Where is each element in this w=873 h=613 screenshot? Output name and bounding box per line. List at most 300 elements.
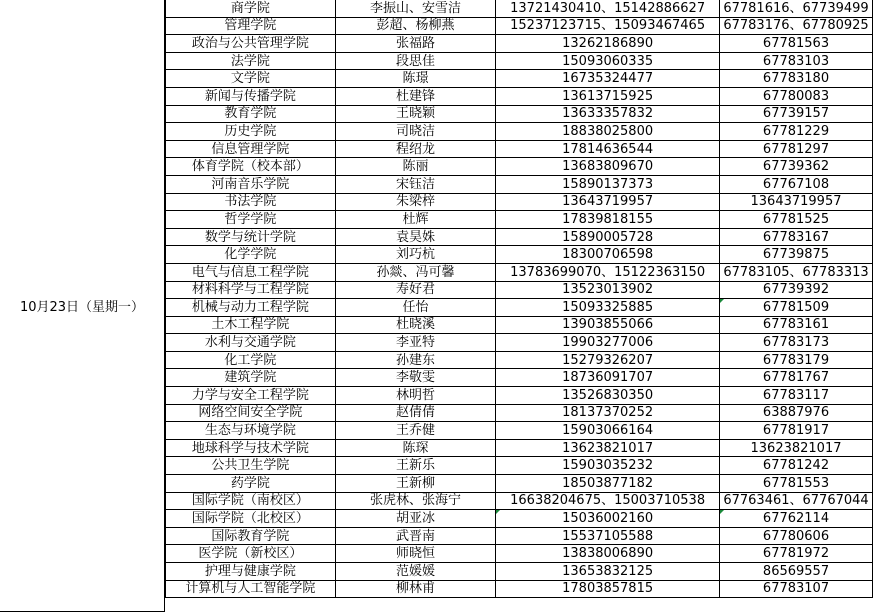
college-text: 生态与环境学院 (204, 423, 296, 439)
contact-name-text: 师晓恒 (395, 546, 435, 562)
mobile-phone-text: 13623821017 (562, 440, 654, 456)
mobile-phone-text: 15093325885 (562, 299, 654, 315)
college-cell[interactable] (166, 35, 336, 53)
table-row (166, 123, 873, 141)
contact-name-text: 任怡 (402, 299, 429, 315)
office-phone-cell[interactable] (720, 580, 873, 598)
office-phone-text: 13623821017 (750, 440, 842, 456)
office-phone-text: 67783161 (762, 317, 830, 333)
office-phone-cell[interactable] (720, 123, 873, 141)
college-cell[interactable] (166, 422, 336, 440)
college-text: 数学与统计学院 (204, 229, 296, 245)
table-row (166, 158, 873, 176)
contact-name-text: 王新乐 (395, 458, 435, 474)
table-row (166, 422, 873, 440)
college-text: 公共卫生学院 (211, 458, 290, 474)
table-row (166, 334, 873, 352)
contact-name-cell[interactable] (335, 87, 496, 105)
office-phone-text: 67783103 (762, 53, 830, 69)
office-phone-cell[interactable] (720, 52, 873, 70)
college-cell[interactable] (166, 211, 336, 229)
contact-name-cell[interactable] (335, 246, 496, 264)
mobile-phone-cell[interactable] (496, 87, 720, 105)
office-phone-text: 67767108 (762, 176, 830, 192)
office-phone-cell[interactable] (720, 563, 873, 581)
office-phone-cell[interactable] (720, 228, 873, 246)
table-row (166, 35, 873, 53)
college-cell[interactable] (166, 299, 336, 317)
contact-name-text: 刘巧杭 (395, 247, 435, 263)
college-cell[interactable] (166, 0, 336, 17)
college-cell[interactable] (166, 369, 336, 387)
mobile-phone-cell[interactable] (496, 475, 720, 493)
table-row (166, 369, 873, 387)
office-phone-cell[interactable] (720, 70, 873, 88)
mobile-phone-text: 13613715925 (562, 88, 654, 104)
contact-name-text: 范媛媛 (395, 563, 435, 579)
office-phone-cell[interactable] (720, 404, 873, 422)
college-cell[interactable] (166, 263, 336, 281)
table-row (166, 492, 873, 510)
college-cell[interactable] (166, 475, 336, 493)
office-phone-text: 67781616、67739499 (723, 0, 869, 16)
mobile-phone-text: 13523013902 (562, 282, 654, 298)
mobile-phone-text: 13643719957 (562, 194, 654, 210)
table-row (166, 527, 873, 545)
office-phone-cell[interactable] (720, 422, 873, 440)
contact-name-text: 陈璟 (402, 71, 429, 87)
college-text: 土木工程学院 (211, 317, 290, 333)
contact-name-cell[interactable] (335, 334, 496, 352)
date-cell[interactable] (0, 0, 165, 612)
contact-name-text: 张虎林、张海宁 (369, 493, 461, 509)
contact-name-text: 张福路 (395, 35, 435, 51)
mobile-phone-cell[interactable] (496, 281, 720, 299)
contact-name-text: 李敬雯 (395, 370, 435, 386)
date-label: 10月23日（星期一） (19, 300, 145, 315)
college-text: 机械与动力工程学院 (191, 299, 309, 315)
contact-name-text: 王新柳 (395, 475, 435, 491)
mobile-phone-cell[interactable] (496, 351, 720, 369)
office-phone-text: 67783176、67780925 (723, 18, 869, 34)
contact-name-cell[interactable] (335, 158, 496, 176)
office-phone-cell[interactable] (720, 457, 873, 475)
contact-name-cell[interactable] (335, 580, 496, 598)
college-cell[interactable] (166, 439, 336, 457)
office-phone-text: 67781525 (762, 211, 830, 227)
office-phone-cell[interactable] (720, 439, 873, 457)
mobile-phone-text: 15036002160 (562, 511, 654, 527)
table-row (166, 228, 873, 246)
table-row (166, 0, 873, 17)
office-phone-cell[interactable] (720, 299, 873, 317)
mobile-phone-text: 13526830350 (562, 387, 654, 403)
office-phone-text: 67739362 (762, 159, 830, 175)
college-cell[interactable] (166, 457, 336, 475)
college-text: 力学与安全工程学院 (191, 387, 309, 403)
office-phone-cell[interactable] (720, 246, 873, 264)
college-text: 国际教育学院 (211, 528, 290, 544)
mobile-phone-cell[interactable] (496, 563, 720, 581)
contact-name-text: 杜晓溪 (395, 317, 435, 333)
table-row (166, 457, 873, 475)
mobile-phone-text: 13838006890 (562, 546, 654, 562)
office-phone-cell[interactable] (720, 0, 873, 17)
contact-name-cell[interactable] (335, 105, 496, 123)
mobile-phone-text: 17803857815 (562, 581, 654, 597)
office-phone-text: 67780083 (762, 88, 830, 104)
mobile-phone-cell[interactable] (496, 580, 720, 598)
table-row (166, 281, 873, 299)
contact-name-text: 王乔健 (395, 423, 435, 439)
contact-name-text: 陈琛 (402, 440, 429, 456)
mobile-phone-cell[interactable] (496, 17, 720, 35)
table-row (166, 316, 873, 334)
college-cell[interactable] (166, 175, 336, 193)
mobile-phone-cell[interactable] (496, 158, 720, 176)
table-row (166, 475, 873, 493)
contact-name-text: 武晋南 (395, 528, 435, 544)
mobile-phone-text: 15890005728 (562, 229, 654, 245)
college-text: 新闻与传播学院 (204, 88, 296, 104)
office-phone-cell[interactable] (720, 351, 873, 369)
office-phone-text: 67739875 (762, 247, 830, 263)
contact-name-text: 朱梁梓 (395, 194, 435, 210)
mobile-phone-cell[interactable] (496, 369, 720, 387)
table-row (166, 404, 873, 422)
college-text: 计算机与人工智能学院 (185, 581, 316, 597)
office-phone-cell[interactable] (720, 263, 873, 281)
contact-name-cell[interactable] (335, 140, 496, 158)
mobile-phone-cell[interactable] (496, 422, 720, 440)
college-text: 政治与公共管理学院 (191, 35, 309, 51)
table-row (166, 140, 873, 158)
office-phone-text: 67781563 (762, 35, 830, 51)
office-phone-text: 67781229 (762, 123, 830, 139)
college-cell[interactable] (166, 105, 336, 123)
office-phone-cell[interactable] (720, 211, 873, 229)
college-text: 商学院 (230, 0, 270, 16)
contact-name-cell[interactable] (335, 17, 496, 35)
mobile-phone-text: 13721430410、15142886627 (510, 0, 706, 16)
office-phone-text: 67783179 (762, 352, 830, 368)
table-row (166, 87, 873, 105)
contact-name-text: 程绍龙 (395, 141, 435, 157)
college-text: 医学院（新校区） (198, 546, 303, 562)
table-row (166, 545, 873, 563)
table-row (166, 17, 873, 35)
contact-name-cell[interactable] (335, 316, 496, 334)
contact-name-cell[interactable] (335, 351, 496, 369)
contact-name-cell[interactable] (335, 457, 496, 475)
contact-name-text: 胡亚冰 (395, 511, 435, 527)
table-row (166, 246, 873, 264)
mobile-phone-cell[interactable] (496, 387, 720, 405)
mobile-phone-cell[interactable] (496, 246, 720, 264)
college-cell[interactable] (166, 563, 336, 581)
college-cell[interactable] (166, 545, 336, 563)
office-phone-cell[interactable] (720, 193, 873, 211)
office-phone-text: 67783105、67783313 (723, 264, 869, 280)
office-phone-text: 67780606 (762, 528, 830, 544)
contact-name-cell[interactable] (335, 52, 496, 70)
college-cell[interactable] (166, 510, 336, 528)
table-row (166, 70, 873, 88)
college-text: 国际学院（南校区） (191, 493, 309, 509)
college-cell[interactable] (166, 87, 336, 105)
office-phone-cell[interactable] (720, 492, 873, 510)
office-phone-cell[interactable] (720, 17, 873, 35)
contact-name-text: 袁昊姝 (395, 229, 435, 245)
mobile-phone-cell[interactable] (496, 193, 720, 211)
college-cell[interactable] (166, 387, 336, 405)
contact-name-cell[interactable] (335, 475, 496, 493)
contact-name-text: 宋钰洁 (395, 176, 435, 192)
college-cell[interactable] (166, 140, 336, 158)
office-phone-cell[interactable] (720, 387, 873, 405)
contact-name-text: 杜建锋 (395, 88, 435, 104)
college-cell[interactable] (166, 527, 336, 545)
office-phone-text: 67781917 (762, 423, 830, 439)
college-cell[interactable] (166, 334, 336, 352)
mobile-phone-cell[interactable] (496, 404, 720, 422)
mobile-phone-text: 13633357832 (562, 106, 654, 122)
office-phone-text: 67781553 (762, 475, 830, 491)
college-text: 化学学院 (224, 247, 277, 263)
office-phone-text: 67783173 (762, 335, 830, 351)
contact-name-cell[interactable] (335, 439, 496, 457)
contact-name-cell[interactable] (335, 211, 496, 229)
table-row (166, 580, 873, 598)
college-text: 化工学院 (224, 352, 277, 368)
table-row (166, 439, 873, 457)
office-phone-cell[interactable] (720, 475, 873, 493)
mobile-phone-cell[interactable] (496, 175, 720, 193)
table-row (166, 563, 873, 581)
contact-name-cell[interactable] (335, 510, 496, 528)
office-phone-cell[interactable] (720, 105, 873, 123)
college-text: 哲学学院 (224, 211, 277, 227)
office-phone-text: 67781972 (762, 546, 830, 562)
contact-name-text: 孙燚、冯可馨 (376, 264, 455, 280)
mobile-phone-cell[interactable] (496, 70, 720, 88)
office-phone-text: 67739392 (762, 282, 830, 298)
office-phone-cell[interactable] (720, 334, 873, 352)
mobile-phone-cell[interactable] (496, 52, 720, 70)
mobile-phone-cell[interactable] (496, 263, 720, 281)
college-text: 管理学院 (224, 18, 277, 34)
table-row (166, 52, 873, 70)
cell-marker-icon (720, 510, 724, 514)
office-phone-text: 86569557 (762, 563, 830, 579)
college-text: 文学院 (230, 71, 270, 87)
college-cell[interactable] (166, 246, 336, 264)
mobile-phone-text: 19903277006 (562, 335, 654, 351)
college-text: 书法学院 (224, 194, 277, 210)
table-row (166, 175, 873, 193)
office-phone-cell[interactable] (720, 510, 873, 528)
mobile-phone-cell[interactable] (496, 545, 720, 563)
mobile-phone-text: 16735324477 (562, 71, 654, 87)
college-text: 信息管理学院 (211, 141, 290, 157)
table-row (166, 510, 873, 528)
college-text: 河南音乐学院 (211, 176, 290, 192)
mobile-phone-text: 18736091707 (562, 370, 654, 386)
mobile-phone-text: 15537105588 (562, 528, 654, 544)
contact-name-cell[interactable] (335, 193, 496, 211)
contact-name-cell[interactable] (335, 35, 496, 53)
office-phone-text: 67783167 (762, 229, 830, 245)
contact-name-cell[interactable] (335, 422, 496, 440)
mobile-phone-text: 15237123715、15093467465 (510, 18, 706, 34)
contact-name-text: 李亚特 (395, 335, 435, 351)
college-cell[interactable] (166, 193, 336, 211)
mobile-phone-cell[interactable] (496, 299, 720, 317)
table-row (166, 387, 873, 405)
mobile-phone-text: 18838025800 (562, 123, 654, 139)
college-cell[interactable] (166, 351, 336, 369)
contact-name-cell[interactable] (335, 123, 496, 141)
office-phone-text: 67739157 (762, 106, 830, 122)
college-text: 国际学院（北校区） (191, 511, 309, 527)
contact-name-cell[interactable] (335, 545, 496, 563)
contact-name-text: 林明哲 (395, 387, 435, 403)
college-cell[interactable] (166, 17, 336, 35)
college-cell[interactable] (166, 281, 336, 299)
contact-table (165, 0, 873, 598)
office-phone-text: 67781509 (762, 299, 830, 315)
table-row (166, 211, 873, 229)
contact-name-text: 柳林甫 (395, 581, 435, 597)
contact-name-text: 段思佳 (395, 53, 435, 69)
college-text: 地球科学与技术学院 (191, 440, 309, 456)
mobile-phone-cell[interactable] (496, 0, 720, 17)
office-phone-cell[interactable] (720, 87, 873, 105)
college-cell[interactable] (166, 580, 336, 598)
mobile-phone-text: 17814636544 (562, 141, 654, 157)
contact-name-cell[interactable] (335, 70, 496, 88)
contact-name-text: 王晓颖 (395, 106, 435, 122)
office-phone-cell[interactable] (720, 527, 873, 545)
college-cell[interactable] (166, 123, 336, 141)
mobile-phone-cell[interactable] (496, 105, 720, 123)
office-phone-cell[interactable] (720, 281, 873, 299)
college-text: 材料科学与工程学院 (191, 282, 309, 298)
office-phone-text: 67783180 (762, 71, 830, 87)
college-cell[interactable] (166, 158, 336, 176)
office-phone-text: 63887976 (762, 405, 830, 421)
mobile-phone-text: 15890137373 (562, 176, 654, 192)
college-text: 护理与健康学院 (204, 563, 296, 579)
college-text: 历史学院 (224, 123, 277, 139)
office-phone-cell[interactable] (720, 316, 873, 334)
mobile-phone-cell[interactable] (496, 316, 720, 334)
mobile-phone-text: 15903066164 (562, 423, 654, 439)
mobile-phone-cell[interactable] (496, 527, 720, 545)
college-text: 药学院 (230, 475, 270, 491)
mobile-phone-cell[interactable] (496, 492, 720, 510)
contact-name-text: 李振山、安雪洁 (369, 0, 461, 16)
contact-name-cell[interactable] (335, 175, 496, 193)
contact-name-cell[interactable] (335, 369, 496, 387)
mobile-phone-cell[interactable] (496, 140, 720, 158)
contact-name-cell[interactable] (335, 404, 496, 422)
contact-name-cell[interactable] (335, 492, 496, 510)
mobile-phone-text: 16638204675、15003710538 (510, 493, 706, 509)
mobile-phone-cell[interactable] (496, 35, 720, 53)
college-text: 建筑学院 (224, 370, 277, 386)
contact-name-text: 孙建东 (395, 352, 435, 368)
mobile-phone-text: 18300706598 (562, 247, 654, 263)
mobile-phone-cell[interactable] (496, 439, 720, 457)
mobile-phone-cell[interactable] (496, 228, 720, 246)
contact-name-text: 寿好君 (395, 282, 435, 298)
mobile-phone-cell[interactable] (496, 510, 720, 528)
office-phone-cell[interactable] (720, 545, 873, 563)
contact-name-cell[interactable] (335, 228, 496, 246)
contact-name-text: 杜辉 (402, 211, 429, 227)
contact-name-cell[interactable] (335, 563, 496, 581)
college-cell[interactable] (166, 70, 336, 88)
mobile-phone-text: 18503877182 (562, 475, 654, 491)
contact-name-cell[interactable] (335, 263, 496, 281)
mobile-phone-cell[interactable] (496, 211, 720, 229)
office-phone-cell[interactable] (720, 140, 873, 158)
table-row (166, 105, 873, 123)
mobile-phone-text: 15093060335 (562, 53, 654, 69)
college-cell[interactable] (166, 316, 336, 334)
office-phone-cell[interactable] (720, 175, 873, 193)
contact-name-cell[interactable] (335, 299, 496, 317)
contact-name-text: 彭超、杨柳燕 (376, 18, 455, 34)
mobile-phone-text: 13903855066 (562, 317, 654, 333)
college-cell[interactable] (166, 52, 336, 70)
college-cell[interactable] (166, 492, 336, 510)
mobile-phone-text: 18137370252 (562, 405, 654, 421)
mobile-phone-text: 13262186890 (562, 35, 654, 51)
office-phone-cell[interactable] (720, 158, 873, 176)
contact-name-cell[interactable] (335, 281, 496, 299)
contact-name-cell[interactable] (335, 527, 496, 545)
college-text: 法学院 (230, 53, 270, 69)
college-cell[interactable] (166, 228, 336, 246)
mobile-phone-text: 15279326207 (562, 352, 654, 368)
office-phone-text: 67762114 (762, 511, 830, 527)
mobile-phone-cell[interactable] (496, 457, 720, 475)
mobile-phone-text: 17839818155 (562, 211, 654, 227)
mobile-phone-cell[interactable] (496, 123, 720, 141)
mobile-phone-text: 13683809670 (562, 159, 654, 175)
office-phone-text: 67781297 (762, 141, 830, 157)
contact-name-cell[interactable] (335, 387, 496, 405)
office-phone-text: 67783117 (762, 387, 830, 403)
contact-name-text: 司晓洁 (395, 123, 435, 139)
college-text: 水利与交通学院 (204, 335, 296, 351)
table-row (166, 263, 873, 281)
cell-marker-icon (496, 510, 500, 514)
mobile-phone-text: 15903035232 (562, 458, 654, 474)
office-phone-cell[interactable] (720, 35, 873, 53)
contact-name-cell[interactable] (335, 0, 496, 17)
college-cell[interactable] (166, 404, 336, 422)
cell-marker-icon (720, 299, 724, 303)
office-phone-cell[interactable] (720, 369, 873, 387)
college-text: 网络空间安全学院 (198, 405, 303, 421)
table-row (166, 351, 873, 369)
mobile-phone-cell[interactable] (496, 334, 720, 352)
table-row (166, 193, 873, 211)
contact-name-text: 陈丽 (402, 159, 429, 175)
